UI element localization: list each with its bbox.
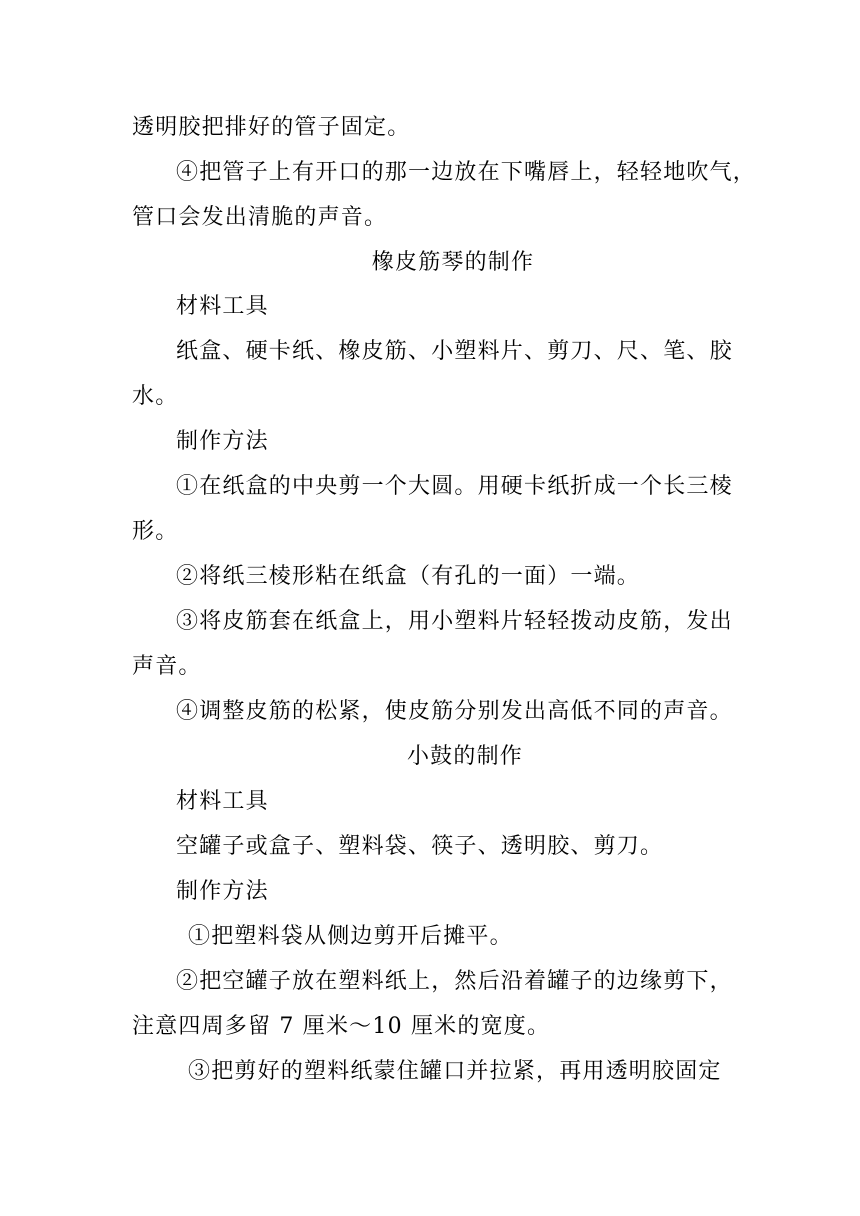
method-heading: 制作方法 (176, 429, 269, 454)
step-3-line: 声音。 (132, 654, 202, 679)
step-4-line: ④把管子上有开口的那一边放在下嘴唇上，轻轻地吹气， (176, 160, 757, 185)
step-1-line: 形。 (132, 519, 179, 544)
step-2-line: ②把空罐子放在塑料纸上，然后沿着罐子的边缘剪下， (176, 969, 733, 994)
paragraph-line: 透明胶把排好的管子固定。 (132, 115, 411, 140)
step-3-line: ③将皮筋套在纸盒上，用小塑料片轻轻拨动皮筋，发出 (176, 609, 733, 634)
materials-line: 纸盒、硬卡纸、橡皮筋、小塑料片、剪刀、尺、笔、胶 (176, 339, 733, 364)
step-2-line: 注意四周多留 7 厘米～10 厘米的宽度。 (132, 1014, 551, 1039)
materials-line: 水。 (132, 384, 179, 409)
step-1-line: ①在纸盒的中央剪一个大圆。用硬卡纸折成一个长三棱 (176, 474, 733, 499)
step-4-line: ④调整皮筋的松紧，使皮筋分别发出高低不同的声音。 (176, 699, 733, 724)
materials-heading: 材料工具 (176, 294, 269, 319)
paragraph-line: 管口会发出清脆的声音。 (132, 205, 388, 230)
step-1-line: ①把塑料袋从侧边剪开后摊平。 (188, 924, 513, 949)
materials-line: 空罐子或盒子、塑料袋、筷子、透明胶、剪刀。 (176, 834, 664, 859)
section-heading-rubber-band-harp: 橡皮筋琴的制作 (371, 250, 535, 275)
step-2-line: ②将纸三棱形粘在纸盒（有孔的一面）一端。 (176, 564, 641, 589)
method-heading: 制作方法 (176, 879, 269, 904)
section-heading-small-drum: 小鼓的制作 (406, 744, 523, 769)
step-3-line: ③把剪好的塑料纸蒙住罐口并拉紧，再用透明胶固定 (188, 1059, 722, 1084)
materials-heading: 材料工具 (176, 789, 269, 814)
